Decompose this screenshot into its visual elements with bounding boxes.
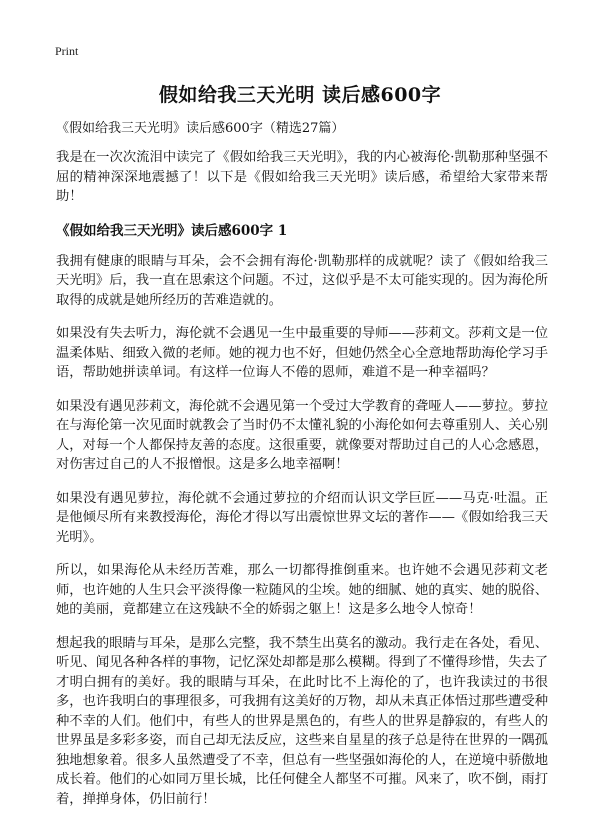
paragraph-3: 如果没有遇见莎莉文，海伦就不会遇见第一个受过大学教育的聋哑人——萝拉。萝拉在与海伦第一次见面时就教会了当时仍不太懂礼貌的小海伦如何去尊重别人、关心别人，对每一个人都保持友善的态度。这很重要，就像要对帮助过自己的人心念感恩，对伤害过自己的人不报憎恨。这是多么地幸福啊！	[56, 398, 548, 472]
intro-paragraph: 我是在一次次流泪中读完了《假如给我三天光明》，我的内心被海伦·凯勒那种坚强不屈的精神深深地震撼了！以下是《假如给我三天光明》读后感，希望给大家带来帮助！	[56, 150, 548, 204]
paragraph-5: 所以，如果海伦从未经历苦难，那么一切都得推倒重来。也许她不会遇见莎莉文老师，也许她的人生只会平淡得像一粒随风的尘埃。她的细腻、她的真实、她的脱俗、她的美丽，竟都建立在这残缺不全的娇弱之躯上！这是多么地令人惊奇！	[56, 563, 548, 617]
section-heading: 《假如给我三天光明》读后感600字 1	[56, 222, 288, 239]
print-link[interactable]: Print	[55, 44, 79, 58]
paragraph-1: 我拥有健康的眼睛与耳朵，会不会拥有海伦·凯勒那样的成就呢？读了《假如给我三天光明》后，我一直在思索这个问题。不过，这似乎是不太可能实现的。因为海伦所取得的成就是她所经历的苦难造就的。	[56, 253, 548, 308]
article-subtitle: 《假如给我三天光明》读后感600字（精选27篇）	[56, 121, 345, 136]
paragraph-4: 如果没有遇见萝拉，海伦就不会通过萝拉的介绍而认识文学巨匠——马克·吐温。正是他倾尽所有来教授海伦，海伦才得以写出震惊世界文坛的著作——《假如给我三天光明》。	[56, 490, 548, 545]
paragraph-2: 如果没有失去听力，海伦就不会遇见一生中最重要的导师——莎莉文。莎莉文是一位温柔体贴、细致入微的老师。她的视力也不好，但她仍然全心全意地帮助海伦学习手语，帮助她拼读单词。有这样一位诲人不倦的恩师，难道不是一种幸福吗？	[56, 326, 548, 380]
paragraph-6: 想起我的眼睛与耳朵，是那么完整，我不禁生出莫名的激动。我行走在各处，看见、听见、闻见各种各样的事物，记忆深处却都是那么模糊。得到了不懂得珍惜，失去了才明白拥有的美好。我的眼睛与耳朵，在此时比不上海伦的了，也许我读过的书很多，也许我明白的事理很多，可我拥有这美好的万物，却从未真正体悟过那些遭受种种不幸的人们。他们中，有些人的世界是黑色的，有些人的世界是静寂的，有些人的世界虽是多彩多姿，而自己却无法反应，这些来自星星的孩子总是待在世界的一隅孤独地想象着。很多人虽然遭受了不幸，但总有一些坚强如海伦的人，在逆境中骄傲地成长着。他们的心如同万里长城，比任何健全人都坚不可摧。风来了，吹不倒，雨打着，掸掸身体，仍旧前行！	[56, 635, 548, 807]
article-body	[56, 119, 548, 823]
page-title: 假如给我三天光明 读后感600字	[158, 84, 442, 106]
